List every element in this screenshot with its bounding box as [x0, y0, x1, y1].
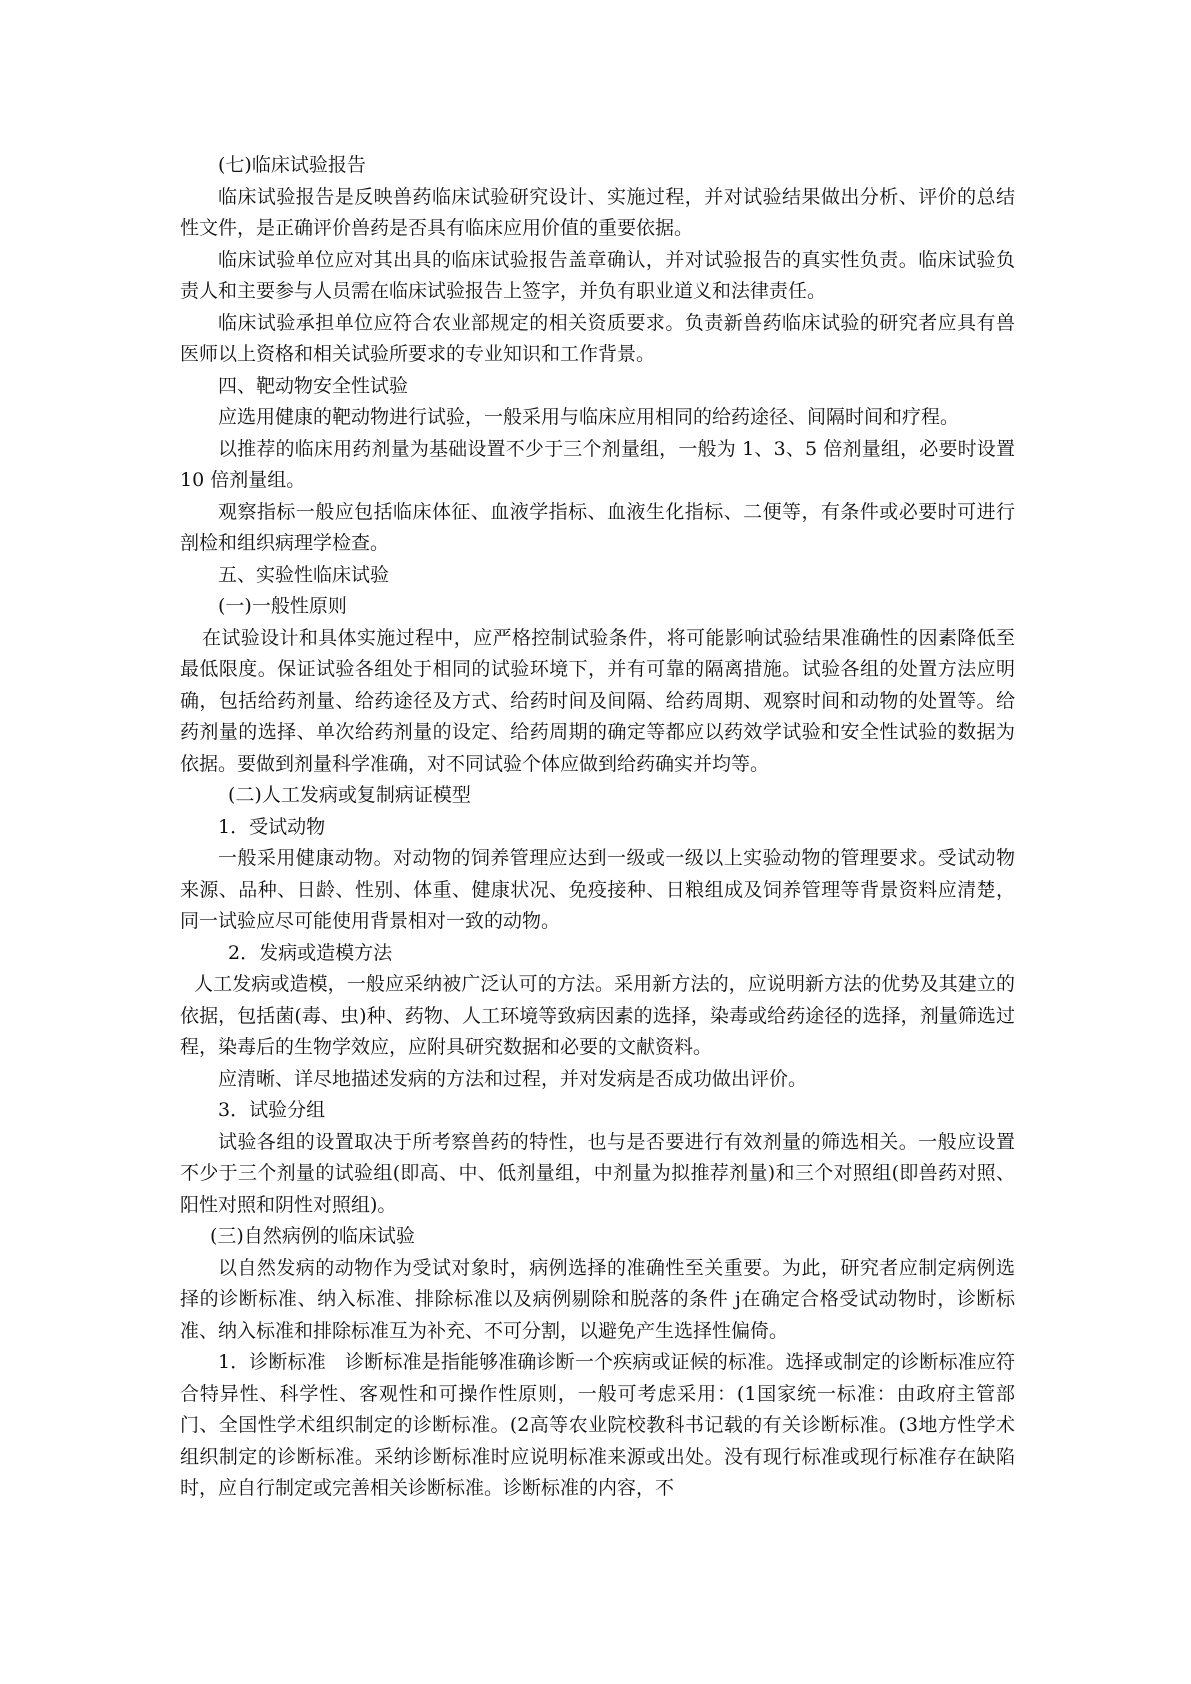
paragraph: (三)自然病例的临床试验: [210, 1225, 415, 1247]
paragraph: 临床试验承担单位应符合农业部规定的相关资质要求。负责新兽药临床试验的研究者应具有兽医师以上资格和相关试验所要求的专业知识和工作背景。: [180, 311, 1015, 365]
paragraph: 1．受试动物: [218, 815, 326, 838]
paragraph: 以推荐的临床用药剂量为基础设置不少于三个剂量组，一般为 1、3、5 倍剂量组，必要时设置 10 倍剂量组。: [180, 437, 1015, 491]
paragraph: 临床试验报告是反映兽药临床试验研究设计、实施过程，并对试验结果做出分析、评价的总结性文件，是正确评价兽药是否具有临床应用价值的重要依据。: [180, 185, 1015, 239]
paragraph: 四、靶动物安全性试验: [218, 374, 409, 397]
paragraph: 五、实验性临床试验: [218, 563, 390, 586]
paragraph: 一般采用健康动物。对动物的饲养管理应达到一级或一级以上实验动物的管理要求。受试动物来源、品种、日龄、性别、体重、健康状况、免疫接种、日粮组成及饲养管理等背景资料应清楚，同一试验应尽可能使用背景相对一致的动物。: [180, 847, 1015, 932]
paragraph: 试验各组的设置取决于所考察兽药的特性，也与是否要进行有效剂量的筛选相关。一般应设置不少于三个剂量的试验组(即高、中、低剂量组，中剂量为拟推荐剂量)和三个对照组(即兽药对照、阳性对照和阴性对照组)。: [180, 1130, 1015, 1216]
paragraph: 应选用健康的靶动物进行试验，一般采用与临床应用相同的给药途径、间隔时间和疗程。: [218, 406, 960, 428]
paragraph: 2．发病或造模方法: [228, 941, 393, 964]
paragraph: 1．诊断标准 诊断标准是指能够准确诊断一个疾病或证候的标准。选择或制定的诊断标准应符合特异性、科学性、客观性和可操作性原则，一般可考虑采用：(1国家统一标准：由政府主管部门、全国性学术组织制定的诊断标准。(2高等农业院校教科书记载的有关诊断标准。(3地方性学术组织制定的诊断标准。采纳诊断标准时应说明标准来源或出处。没有现行标准或现行标准存在缺陷时，应自行制定或完善相关诊断标准。诊断标准的内容，不: [180, 1351, 1015, 1499]
paragraph: (一)一般性原则: [218, 595, 347, 617]
paragraph: 在试验设计和具体实施过程中，应严格控制试验条件，将可能影响试验结果准确性的因素降低至最低限度。保证试验各组处于相同的试验环境下，并有可靠的隔离措施。试验各组的处置方法应明确，包括给药剂量、给药途径及方式、给药时间及间隔、给药周期、观察时间和动物的处置等。给药剂量的选择、单次给药剂量的设定、给药周期的确定等都应以药效学试验和安全性试验的数据为依据。要做到剂量科学准确，对不同试验个体应做到给药确实并均等。: [180, 626, 1015, 775]
paragraph: 以自然发病的动物作为受试对象时，病例选择的准确性至关重要。为此，研究者应制定病例选择的诊断标准、纳入标准、排除标准以及病例剔除和脱落的条件 j在确定合格受试动物时，诊断标准、纳入标准和排除标准互为补充、不可分割，以避免产生选择性偏倚。: [180, 1256, 1015, 1342]
document-body: [180, 150, 1015, 1505]
paragraph: 观察指标一般应包括临床体征、血液学指标、血液生化指标、二便等，有条件或必要时可进行剖检和组织病理学检查。: [180, 500, 1015, 554]
paragraph: 应清晰、详尽地描述发病的方法和过程，并对发病是否成功做出评价。: [218, 1067, 808, 1090]
paragraph: (七)临床试验报告: [218, 154, 366, 176]
paragraph: (二)人工发病或复制病证模型: [228, 784, 471, 806]
paragraph: 临床试验单位应对其出具的临床试验报告盖章确认，并对试验报告的真实性负责。临床试验负责人和主要参与人员需在临床试验报告上签字，并负有职业道义和法律责任。: [180, 248, 1015, 302]
paragraph: 人工发病或造模，一般应采纳被广泛认可的方法。采用新方法的，应说明新方法的优势及其建立的依据，包括菌(毒、虫)种、药物、人工环境等致病因素的选择，染毒或给药途径的选择，剂量筛选过程，染毒后的生物学效应，应附具研究数据和必要的文献资料。: [180, 973, 1015, 1058]
paragraph: 3．试验分组: [218, 1099, 326, 1121]
